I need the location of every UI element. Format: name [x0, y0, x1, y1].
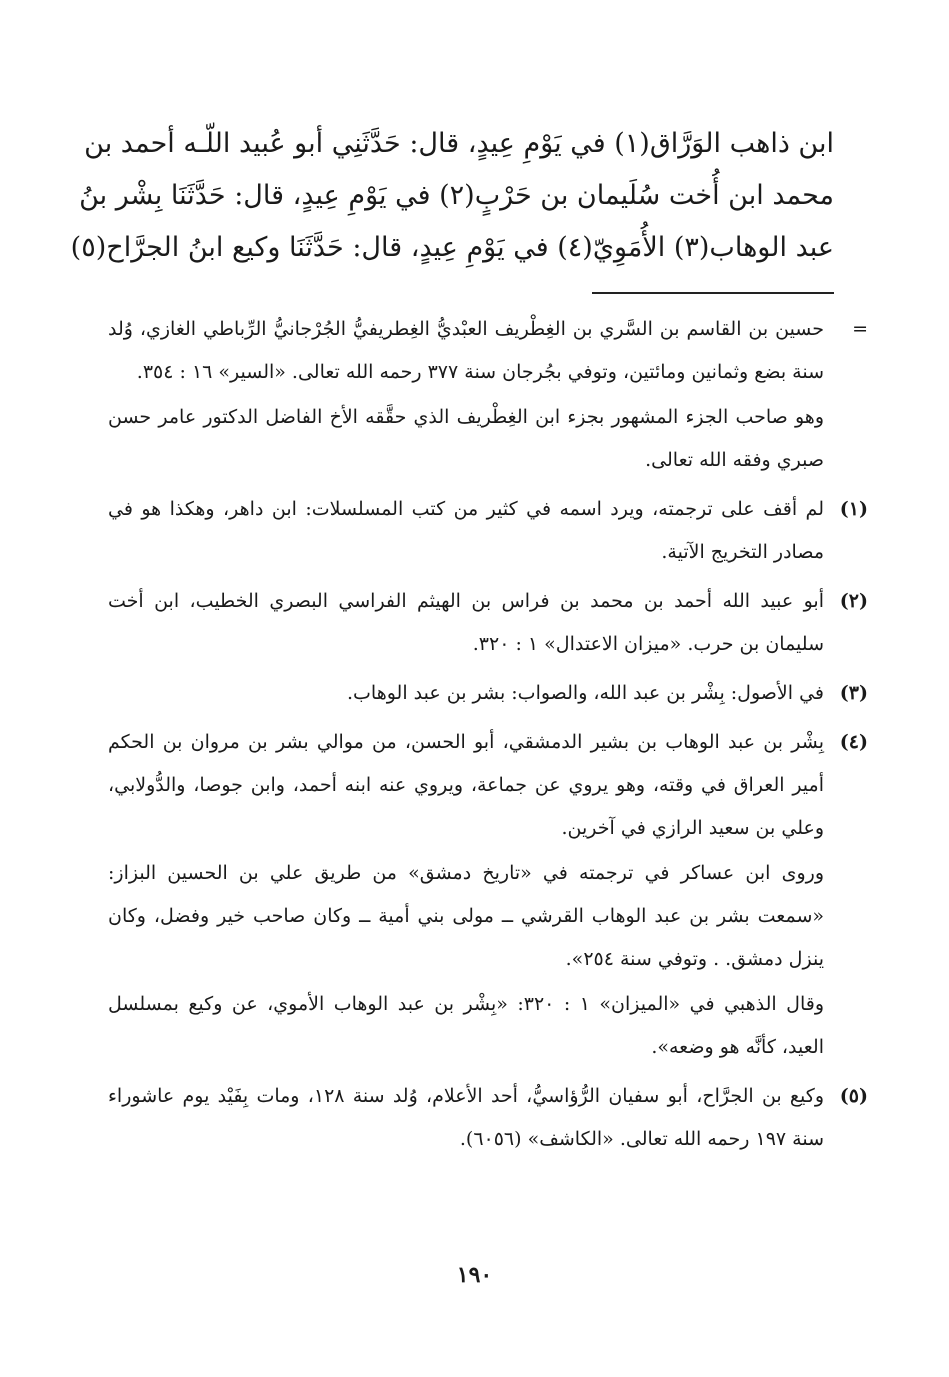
footnote-paragraph: بِشْر بن عبد الوهاب بن بشير الدمشقي، أبو الحسن، من موالي بشر بن مروان بن الحكم أمير العراق في وقته، وهو يروي عن جماعة، ويروي عنه ابنه أحمد، وابن جوصا، والدُّولابي، وعلي بن سعيد الرازي في آخرين.	[108, 731, 824, 839]
footnote-5	[108, 1075, 868, 1161]
footnote-paragraph: أبو عبيد الله أحمد بن محمد بن فراس بن الهيثم الفراسي البصري الخطيب، ابن أخت سليمان بن حرب. «ميزان الاعتدال» ١ : ٣٢٠.	[108, 590, 824, 655]
main-text-line: محمد ابن أُخت سُلَيمان بن حَرْبٍ(٢) في يَوْمِ عِيدٍ، قال: حَدَّثَنَا بِشْر بنُ	[79, 180, 834, 211]
continuation-mark: =	[852, 318, 868, 340]
main-text-line: عبد الوهاب(٣) الأُمَوِيّ(٤) في يَوْمِ عِيدٍ، قال: حَدَّثَنَا وكيع ابنُ الجرَّاح(٥)	[70, 232, 834, 263]
footnote-paragraph: لم أقف على ترجمته، ويرد اسمه في كثير من كتب المسلسلات: ابن داهر، وهكذا هو في مصادر التخريج الآتية.	[108, 498, 824, 563]
footnote-1	[108, 488, 868, 574]
footnote-paragraph: وكيع بن الجرَّاح، أبو سفيان الرُّؤاسيُّ، أحد الأعلام، وُلد سنة ١٢٨، ومات بِفَيْد يوم عاشوراء سنة ١٩٧ رحمه الله تعالى. «الكاشف» (٦٠٥٦).	[108, 1085, 825, 1150]
main-text-line: ابن ذاهب الوَرَّاق(١) في يَوْمِ عِيدٍ، قال: حَدَّثَنِي أبو عُبيد اللّـه أحمد بن	[84, 128, 834, 159]
footnote-paragraph: وروى ابن عساكر في ترجمته في «تاريخ دمشق» من طريق علي بن الحسين البزاز: «سمعت بشر بن عبد الوهاب القرشي ــ مولى بني أمية ــ وكان صاحب خير وفضل، وكان ينزل دمشق. . وتوفي سنة ٢٥٤».	[108, 862, 824, 970]
footnote-number: (٥)	[839, 1085, 868, 1107]
footnotes	[108, 308, 868, 1161]
footnote-2	[108, 580, 868, 666]
footnote-number: (٢)	[839, 590, 868, 612]
footnote-paragraph: في الأصول: بِشْر بن عبد الله، والصواب: بشر بن عبد الوهاب.	[346, 682, 824, 704]
footnote-separator	[592, 292, 834, 294]
page-number: ١٩٠	[456, 1262, 493, 1288]
footnote-number: (٣)	[839, 682, 868, 704]
footnote-continuation	[108, 308, 868, 482]
footnote-number: (٤)	[839, 731, 868, 753]
footnote-paragraph: حسين بن القاسم بن السَّري بن الغِطْريف العبْديُّ الغِطريفيُّ الجُرْجانيُّ الرِّباطي الغازي، وُلد سنة بضع وثمانين ومائتين، وتوفي بجُرجان سنة ٣٧٧ رحمه الله تعالى. «السير» ١٦ : ٣٥٤.	[108, 318, 824, 383]
footnote-paragraph: وقال الذهبي في «الميزان» ١ : ٣٢٠: «بِشْر بن عبد الوهاب الأموي، عن وكيع بمسلسل العيد، كأنَّه هو وضعه».	[108, 993, 824, 1058]
footnote-3	[108, 672, 868, 715]
footnote-paragraph: وهو صاحب الجزء المشهور بجزء ابن الغِطْريف الذي حقَّقه الأخ الفاضل الدكتور عامر حسن صبري وفقه الله تعالى.	[108, 406, 824, 471]
footnote-number: (١)	[839, 498, 868, 520]
footnote-4	[108, 721, 868, 1069]
main-text	[70, 118, 834, 274]
